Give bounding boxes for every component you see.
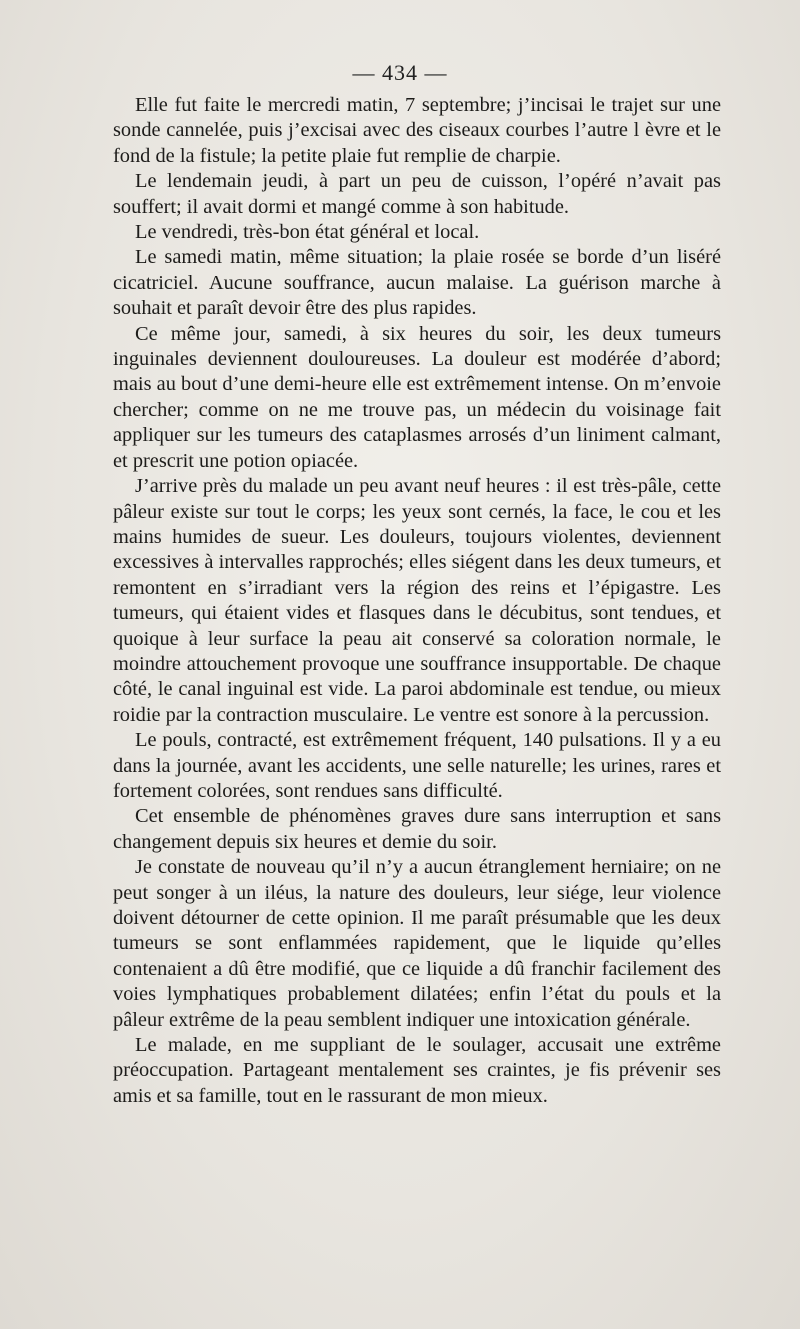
paragraph: Le lendemain jeudi, à part un peu de cuisson, l’opéré n’avait pas souffert; il avait dormi et mangé comme à son habitude. [113,170,721,218]
paragraph: Le pouls, contracté, est extrêmement fréquent, 140 pulsations. Il y a eu dans la journée, avant les accidents, une selle naturelle; les urines, rares et fortement colorées, sont rendues sans difficulté. [113,729,721,802]
paragraph: J’arrive près du malade un peu avant neuf heures : il est très-pâle, cette pâleur existe sur tout le corps; les yeux sont cernés, la face, le cou et les mains humides de sueur. Les douleurs, toujours violentes, deviennent excessives à intervalles rapprochés; elles siégent dans les deux tumeurs, et remontent en s’irradiant vers la région des reins et l’épigastre. Les tumeurs, qui étaient vides et flasques dans le décubitus, sont tendues, et quoique à leur surface la peau ait conservé sa coloration normale, le moindre attouchement provoque une souffrance insupportable. De chaque côté, le canal inguinal est vide. La paroi abdominale est tendue, ou mieux roidie par la contraction musculaire. Le ventre est sonore à la percussion. [113,475,721,726]
page-number: — 434 — [352,60,448,85]
paragraph: Ce même jour, samedi, à six heures du soir, les deux tumeurs inguinales deviennent douloureuses. La douleur est modérée d’abord; mais au bout d’une demi-heure elle est extrêmement intense. On m’envoie chercher; comme on ne me trouve pas, un médecin du voisinage fait appliquer sur les tumeurs des cataplasmes arrosés d’un liniment calmant, et prescrit une potion opiacée. [113,322,721,472]
text-body [113,93,721,1109]
paragraph: Le vendredi, très-bon état général et local. [135,221,480,244]
paragraph: Cet ensemble de phénomènes graves dure sans interruption et sans changement depuis six heures et demie du soir. [113,805,721,853]
paragraph: Le malade, en me suppliant de le soulager, accusait une extrême préoccupation. Partageant mentalement ses craintes, je fis prévenir ses amis et sa famille, tout en le rassurant de mon mieux. [113,1034,721,1107]
paragraph: Elle fut faite le mercredi matin, 7 septembre; j’incisai le trajet sur une sonde cannelée, puis j’excisai avec des ciseaux courbes l’autre l èvre et le fond de la fistule; la petite plaie fut remplie de charpie. [113,94,721,167]
paragraph: Je constate de nouveau qu’il n’y a aucun étranglement herniaire; on ne peut songer à un iléus, la nature des douleurs, leur siége, leur violence doivent détourner de cette opinion. Il me paraît présumable que les deux tumeurs se sont enflammées rapidement, que le liquide qu’elles contenaient a dû être modifié, que ce liquide a dû franchir facilement des voies lymphatiques probablement dilatées; enfin l’état du pouls et la pâleur extrême de la peau semblent indiquer une intoxication générale. [113,856,721,1031]
paragraph: Le samedi matin, même situation; la plaie rosée se borde d’un liséré cicatriciel. Aucune souffrance, aucun malaise. La guérison marche à souhait et paraît devoir être des plus rapides. [113,246,721,320]
